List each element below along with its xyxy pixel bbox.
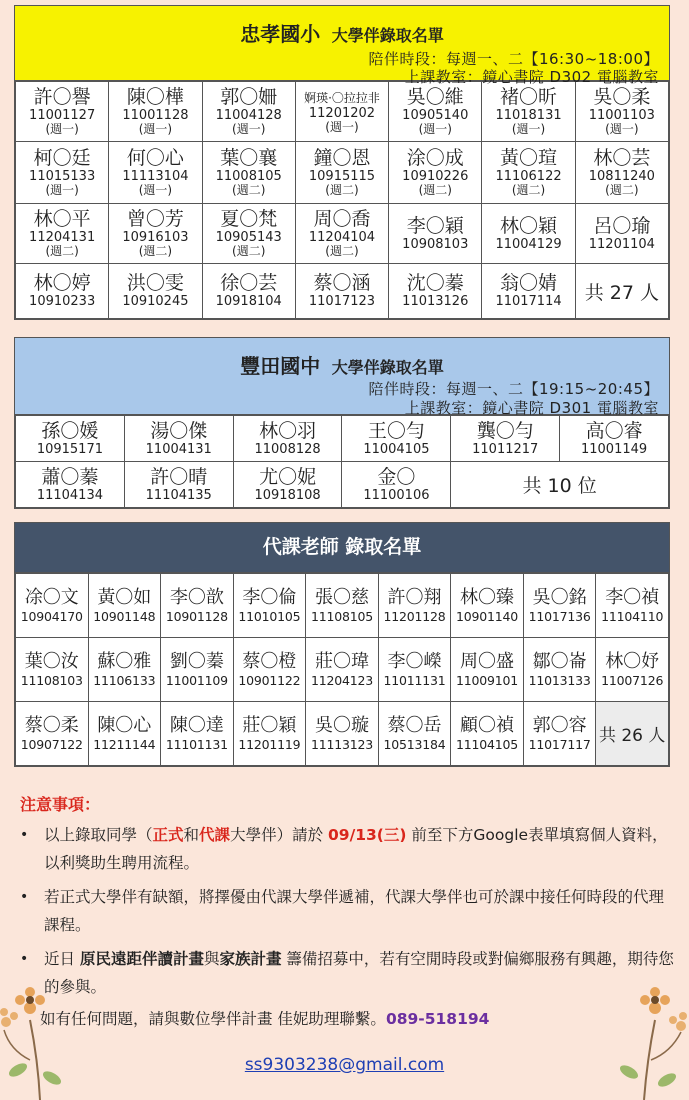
student-id: 10908103 xyxy=(402,236,469,252)
student-name: 涂〇成 xyxy=(406,147,464,169)
teacher-name: 郭〇容 xyxy=(532,715,587,736)
session-day: (週一) xyxy=(138,183,173,197)
student-name: 龔〇勻 xyxy=(476,419,534,442)
student-id: 11013126 xyxy=(402,294,469,309)
session-day: (週一) xyxy=(325,119,359,134)
section-header: 代課老師 錄取名單 xyxy=(15,523,669,573)
note-item xyxy=(14,945,674,1001)
student-cell xyxy=(233,462,342,508)
student-id: 11113104 xyxy=(122,169,189,184)
student-name: 沈〇蓁 xyxy=(406,272,464,294)
student-name: 林〇穎 xyxy=(500,214,558,237)
student-cell xyxy=(16,416,125,462)
student-id: 11004131 xyxy=(145,441,212,457)
roster-table xyxy=(15,573,669,766)
student-id: 11017123 xyxy=(308,294,376,309)
student-name: 蕭〇蓁 xyxy=(41,465,99,488)
teacher-id: 11013133 xyxy=(528,673,591,688)
table-row xyxy=(16,638,669,702)
student-name: 黃〇瑄 xyxy=(500,147,558,169)
deadline-date: 09/13(三) xyxy=(328,826,407,844)
teacher-id: 11007126 xyxy=(601,673,664,688)
section-substitute xyxy=(14,522,670,767)
student-name: 郭〇姍 xyxy=(220,86,278,108)
student-cell xyxy=(451,416,560,462)
student-name: 吳〇維 xyxy=(406,86,464,108)
student-cell xyxy=(295,82,388,142)
teacher-name: 吳〇璇 xyxy=(314,715,369,736)
teacher-name: 蔡〇岳 xyxy=(387,715,442,736)
student-id: 10910245 xyxy=(122,294,189,309)
student-id: 11001128 xyxy=(122,108,189,123)
teacher-cell xyxy=(16,574,89,638)
teacher-name: 張〇慈 xyxy=(314,587,369,608)
student-cell xyxy=(202,264,295,319)
teacher-name: 周〇盛 xyxy=(460,651,515,672)
teacher-cell xyxy=(16,702,89,766)
student-id: 11004105 xyxy=(363,441,430,457)
student-name: 孫〇媛 xyxy=(41,419,99,442)
teacher-name: 林〇臻 xyxy=(460,587,515,608)
student-name: 曾〇芳 xyxy=(126,208,184,230)
teacher-cell xyxy=(306,574,379,638)
teacher-id: 11104110 xyxy=(601,609,664,624)
teacher-cell xyxy=(88,574,161,638)
student-id: 11004128 xyxy=(215,108,282,123)
note-highlight: 正式 xyxy=(152,826,184,844)
student-cell xyxy=(202,204,295,264)
student-name: 徐〇芸 xyxy=(220,272,278,294)
teacher-cell xyxy=(88,638,161,702)
list-title: 大學伴錄取名單 xyxy=(331,358,444,377)
student-cell xyxy=(295,264,388,319)
total-text: 共 26 人 xyxy=(598,726,666,746)
student-cell xyxy=(109,82,202,142)
note-text: 大學伴）請於 xyxy=(230,826,328,844)
teacher-id: 10907122 xyxy=(20,737,83,752)
session-day: (週二) xyxy=(138,244,173,258)
session-day: (週二) xyxy=(232,244,266,258)
student-name: 陳〇樺 xyxy=(126,86,184,108)
table-row xyxy=(16,416,669,462)
teacher-cell xyxy=(596,574,669,638)
teacher-id: 11104105 xyxy=(456,737,519,752)
teacher-cell xyxy=(451,574,524,638)
student-cell xyxy=(389,142,482,204)
table-row xyxy=(16,142,669,204)
student-cell xyxy=(342,462,451,508)
student-name: 葉〇襄 xyxy=(220,147,278,169)
student-name: 金〇 xyxy=(377,465,416,488)
student-id: 11001127 xyxy=(29,108,96,123)
student-cell xyxy=(295,142,388,204)
teacher-id: 11010105 xyxy=(238,609,301,624)
session-day: (週二) xyxy=(511,183,546,197)
student-cell xyxy=(16,264,109,319)
student-cell xyxy=(109,204,202,264)
student-id: 10910226 xyxy=(402,169,469,184)
section-fengtian xyxy=(14,337,670,509)
session-day: (週一) xyxy=(511,122,546,136)
student-cell xyxy=(482,142,575,204)
teacher-id: 11001109 xyxy=(165,673,228,688)
student-id: 10915115 xyxy=(308,169,376,184)
student-id: 11201202 xyxy=(308,105,376,121)
session-day: (週一) xyxy=(138,122,173,136)
teacher-cell xyxy=(306,702,379,766)
student-id: 10915171 xyxy=(36,441,103,457)
total-count xyxy=(596,702,669,766)
teacher-name: 李〇倫 xyxy=(242,587,297,608)
student-name: 翁〇婧 xyxy=(500,272,558,294)
teacher-cell xyxy=(161,638,234,702)
total-text: 共 10 位 xyxy=(522,475,597,497)
note-text: 若正式大學伴有缺額，將擇優由代課大學伴遞補，代課大學伴也可於課中接任何時段的代理課程。 xyxy=(44,888,665,934)
student-cell xyxy=(124,416,233,462)
teacher-id: 10904170 xyxy=(20,609,83,624)
student-name: 呂〇瑜 xyxy=(593,214,651,237)
teacher-cell xyxy=(378,638,451,702)
schedule-text: 陪伴時段：每週一、二【19:15~20:45】 xyxy=(368,380,659,398)
student-cell xyxy=(575,142,668,204)
teacher-id: 11106133 xyxy=(93,673,156,688)
session-day: (週一) xyxy=(418,122,452,136)
school-name: 豐田國中 xyxy=(240,354,321,378)
table-row xyxy=(16,264,669,319)
classroom-text: 上課教室：鏡心書院 D301 電腦教室 xyxy=(404,399,659,417)
teacher-name: 劉〇蓁 xyxy=(169,651,224,672)
student-id: 11017114 xyxy=(495,294,562,309)
teacher-cell xyxy=(233,574,306,638)
student-id: 10918108 xyxy=(254,487,321,503)
teacher-cell xyxy=(451,638,524,702)
teacher-cell xyxy=(16,638,89,702)
student-id: 11201104 xyxy=(588,236,655,252)
flower-decoration-right-icon xyxy=(589,960,689,1100)
student-id: 10916103 xyxy=(122,230,189,245)
student-name: 湯〇傑 xyxy=(150,419,208,442)
table-row xyxy=(16,82,669,142)
note-text: 與 xyxy=(203,950,220,968)
teacher-id: 11017136 xyxy=(528,609,591,624)
teacher-name: 葉〇汝 xyxy=(24,651,79,672)
table-row xyxy=(16,462,669,508)
teacher-name: 蔡〇柔 xyxy=(24,715,79,736)
note-highlight: 代課 xyxy=(199,826,231,844)
school-name: 忠孝國小 xyxy=(240,22,321,46)
phone-number: 089-518194 xyxy=(385,1010,490,1028)
student-id: 11204104 xyxy=(308,230,376,245)
teacher-id: 11101131 xyxy=(165,737,228,752)
student-id: 11104134 xyxy=(36,487,103,503)
notes-title: 注意事項： xyxy=(20,795,101,814)
teacher-id: 11009101 xyxy=(456,673,519,688)
note-text: 前至下方Google表單填寫個人資料，以利獎助生聘用流程。 xyxy=(44,826,668,872)
student-id: 10905140 xyxy=(402,108,469,123)
teacher-name: 陳〇心 xyxy=(97,715,152,736)
total-count xyxy=(575,264,668,319)
student-name: 婀瑛·〇拉拉非 xyxy=(304,90,380,105)
roster-table xyxy=(15,81,669,319)
teacher-cell xyxy=(161,702,234,766)
student-name: 柯〇廷 xyxy=(33,147,91,169)
contact-text: 如有任何問題，請與數位學伴計畫 佳妮助理聯繫。 xyxy=(40,1010,386,1028)
bullet: • xyxy=(20,951,29,967)
session-day: (週二) xyxy=(45,244,79,258)
note-text: 以上錄取同學（ xyxy=(44,826,153,844)
teacher-cell xyxy=(451,702,524,766)
teacher-id: 11201119 xyxy=(238,737,301,752)
teacher-name: 李〇禎 xyxy=(605,587,660,608)
note-text: 籌備招募中，若有空閒時段或對偏鄉服務有興趣，期待您的參與。 xyxy=(44,950,674,996)
student-id: 11001103 xyxy=(588,108,655,123)
teacher-id: 10901140 xyxy=(456,609,519,624)
teacher-name: 莊〇瑋 xyxy=(314,651,369,672)
total-count xyxy=(451,462,669,508)
student-cell xyxy=(560,416,669,462)
section-header xyxy=(15,338,669,415)
student-name: 林〇婷 xyxy=(33,272,91,294)
student-id: 11018131 xyxy=(495,108,562,123)
session-day: (週二) xyxy=(605,183,639,197)
teacher-name: 蔡〇橙 xyxy=(242,651,297,672)
teacher-cell xyxy=(161,574,234,638)
student-id: 11204131 xyxy=(29,230,96,245)
student-cell xyxy=(233,416,342,462)
teacher-cell xyxy=(523,574,596,638)
contact-line xyxy=(14,1005,674,1033)
teacher-id: 11108103 xyxy=(20,673,83,688)
student-id: 11008128 xyxy=(254,441,321,457)
student-cell xyxy=(482,264,575,319)
teacher-id: 10513184 xyxy=(383,737,446,752)
teacher-cell xyxy=(596,638,669,702)
teacher-id: 11201128 xyxy=(383,609,446,624)
program-name: 原民遠距伴讀計畫 xyxy=(79,950,204,968)
student-cell xyxy=(16,462,125,508)
student-name: 許〇譽 xyxy=(33,86,91,108)
table-row xyxy=(16,204,669,264)
student-name: 許〇晴 xyxy=(150,465,208,488)
note-item xyxy=(14,883,674,939)
teacher-cell xyxy=(88,702,161,766)
section-header xyxy=(15,6,669,86)
total-text: 共 27 人 xyxy=(584,281,659,304)
session-day: (週二) xyxy=(418,183,452,197)
student-name: 周〇喬 xyxy=(313,208,371,230)
student-cell xyxy=(342,416,451,462)
schedule-text: 陪伴時段：每週一、二【16:30~18:00】 xyxy=(368,50,659,68)
student-cell xyxy=(389,82,482,142)
teacher-cell xyxy=(378,702,451,766)
student-name: 林〇平 xyxy=(33,208,91,230)
bullet: • xyxy=(20,889,29,905)
student-name: 鐘〇恩 xyxy=(313,147,371,169)
teacher-cell xyxy=(523,638,596,702)
student-name: 尤〇妮 xyxy=(259,465,317,488)
teacher-cell xyxy=(523,702,596,766)
table-row xyxy=(16,702,669,766)
student-name: 夏〇梵 xyxy=(220,208,278,230)
teacher-cell xyxy=(233,638,306,702)
teacher-id: 11011131 xyxy=(383,673,446,688)
student-name: 林〇芸 xyxy=(593,147,651,169)
session-day: (週一) xyxy=(605,122,639,136)
student-name: 吳〇柔 xyxy=(593,86,651,108)
teacher-id: 10901128 xyxy=(165,609,228,624)
session-day: (週二) xyxy=(232,183,266,197)
student-cell xyxy=(202,142,295,204)
teacher-name: 林〇妤 xyxy=(605,651,660,672)
note-text: 和 xyxy=(183,826,200,844)
teacher-name: 莊〇穎 xyxy=(242,715,297,736)
student-cell xyxy=(575,82,668,142)
student-id: 11104135 xyxy=(145,487,212,503)
student-name: 李〇穎 xyxy=(406,214,464,237)
teacher-name: 顧〇禎 xyxy=(460,715,515,736)
teacher-name: 鄒〇崙 xyxy=(532,651,587,672)
flower-decoration-left-icon xyxy=(0,960,90,1100)
teacher-name: 李〇歆 xyxy=(169,587,224,608)
student-name: 洪〇雯 xyxy=(126,272,184,294)
session-day: (週二) xyxy=(325,244,359,258)
student-id: 11011217 xyxy=(472,441,539,457)
teacher-name: 蘇〇雅 xyxy=(97,651,152,672)
teacher-id: 11017117 xyxy=(528,737,591,752)
teacher-id: 10901122 xyxy=(238,673,301,688)
student-name: 褚〇昕 xyxy=(500,86,558,108)
teacher-name: 黃〇如 xyxy=(97,587,152,608)
session-day: (週二) xyxy=(325,183,359,197)
student-name: 何〇心 xyxy=(126,147,184,169)
teacher-name: 凃〇文 xyxy=(24,587,79,608)
student-cell xyxy=(389,204,482,264)
roster-table xyxy=(15,415,669,508)
student-cell xyxy=(295,204,388,264)
program-name: 家族計畫 xyxy=(219,950,282,968)
student-cell xyxy=(16,204,109,264)
email-link[interactable]: ss9303238@gmail.com xyxy=(244,1055,445,1075)
student-cell xyxy=(482,204,575,264)
student-cell xyxy=(389,264,482,319)
student-id: 11100106 xyxy=(363,487,430,503)
student-name: 蔡〇涵 xyxy=(313,272,371,294)
student-cell xyxy=(109,264,202,319)
note-item xyxy=(14,821,674,877)
classroom-text: 上課教室：鏡心書院 D302 電腦教室 xyxy=(404,68,659,86)
note-text: 近日 xyxy=(44,950,80,968)
table-row xyxy=(16,574,669,638)
student-id: 11008105 xyxy=(215,169,282,184)
teacher-id: 11113123 xyxy=(310,737,373,752)
teacher-cell xyxy=(233,702,306,766)
student-id: 11004129 xyxy=(495,236,562,252)
student-name: 王〇勻 xyxy=(367,419,425,442)
teacher-id: 11204123 xyxy=(310,673,373,688)
session-day: (週一) xyxy=(45,183,79,197)
student-id: 10918104 xyxy=(215,294,282,309)
teacher-name: 許〇翔 xyxy=(387,587,442,608)
student-name: 高〇睿 xyxy=(585,419,643,442)
student-cell xyxy=(202,82,295,142)
teacher-name: 李〇嶸 xyxy=(387,651,442,672)
bullet: • xyxy=(20,827,29,843)
session-day: (週一) xyxy=(45,122,79,136)
teacher-id: 10901148 xyxy=(93,609,156,624)
teacher-id: 11108105 xyxy=(310,609,373,624)
list-title: 大學伴錄取名單 xyxy=(331,26,444,45)
student-id: 10811240 xyxy=(588,169,655,184)
teacher-name: 吳〇銘 xyxy=(532,587,587,608)
session-day: (週一) xyxy=(232,122,266,136)
teacher-cell xyxy=(378,574,451,638)
student-id: 11001149 xyxy=(580,441,648,457)
student-id: 11015133 xyxy=(29,169,96,184)
student-id: 11106122 xyxy=(495,169,562,184)
student-cell xyxy=(575,204,668,264)
student-cell xyxy=(109,142,202,204)
teacher-cell xyxy=(306,638,379,702)
section-zhongxiao xyxy=(14,5,670,320)
notes-section xyxy=(14,792,674,1033)
teacher-id: 11211144 xyxy=(93,737,156,752)
student-cell xyxy=(124,462,233,508)
student-cell xyxy=(16,142,109,204)
student-name: 林〇羽 xyxy=(259,419,317,442)
student-id: 10910233 xyxy=(29,294,96,309)
student-cell xyxy=(482,82,575,142)
student-cell xyxy=(16,82,109,142)
student-id: 10905143 xyxy=(215,230,282,245)
teacher-name: 陳〇達 xyxy=(169,715,224,736)
